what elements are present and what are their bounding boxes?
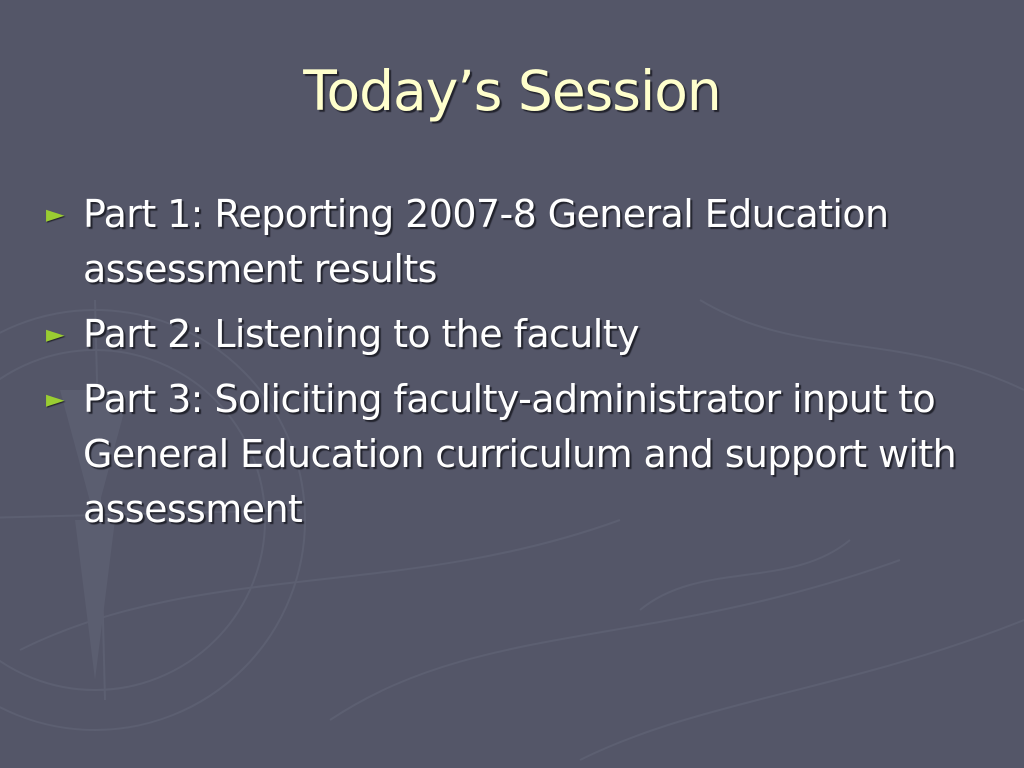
bullet-text: Part 3: Soliciting faculty-administrator input to General Education curriculum and support with assessment bbox=[83, 377, 957, 531]
bullet-text: Part 2: Listening to the faculty bbox=[83, 312, 639, 356]
bullet-item bbox=[46, 372, 986, 537]
bullet-text: Part 1: Reporting 2007-8 General Education assessment results bbox=[83, 192, 889, 291]
triangle-right-icon: ► bbox=[46, 200, 64, 228]
bullet-item bbox=[46, 307, 986, 362]
bullet-list bbox=[46, 187, 986, 547]
slide-title: Today’s Session bbox=[303, 59, 721, 123]
triangle-right-icon: ► bbox=[46, 385, 64, 413]
triangle-right-icon: ► bbox=[46, 320, 64, 348]
bullet-item bbox=[46, 187, 986, 297]
